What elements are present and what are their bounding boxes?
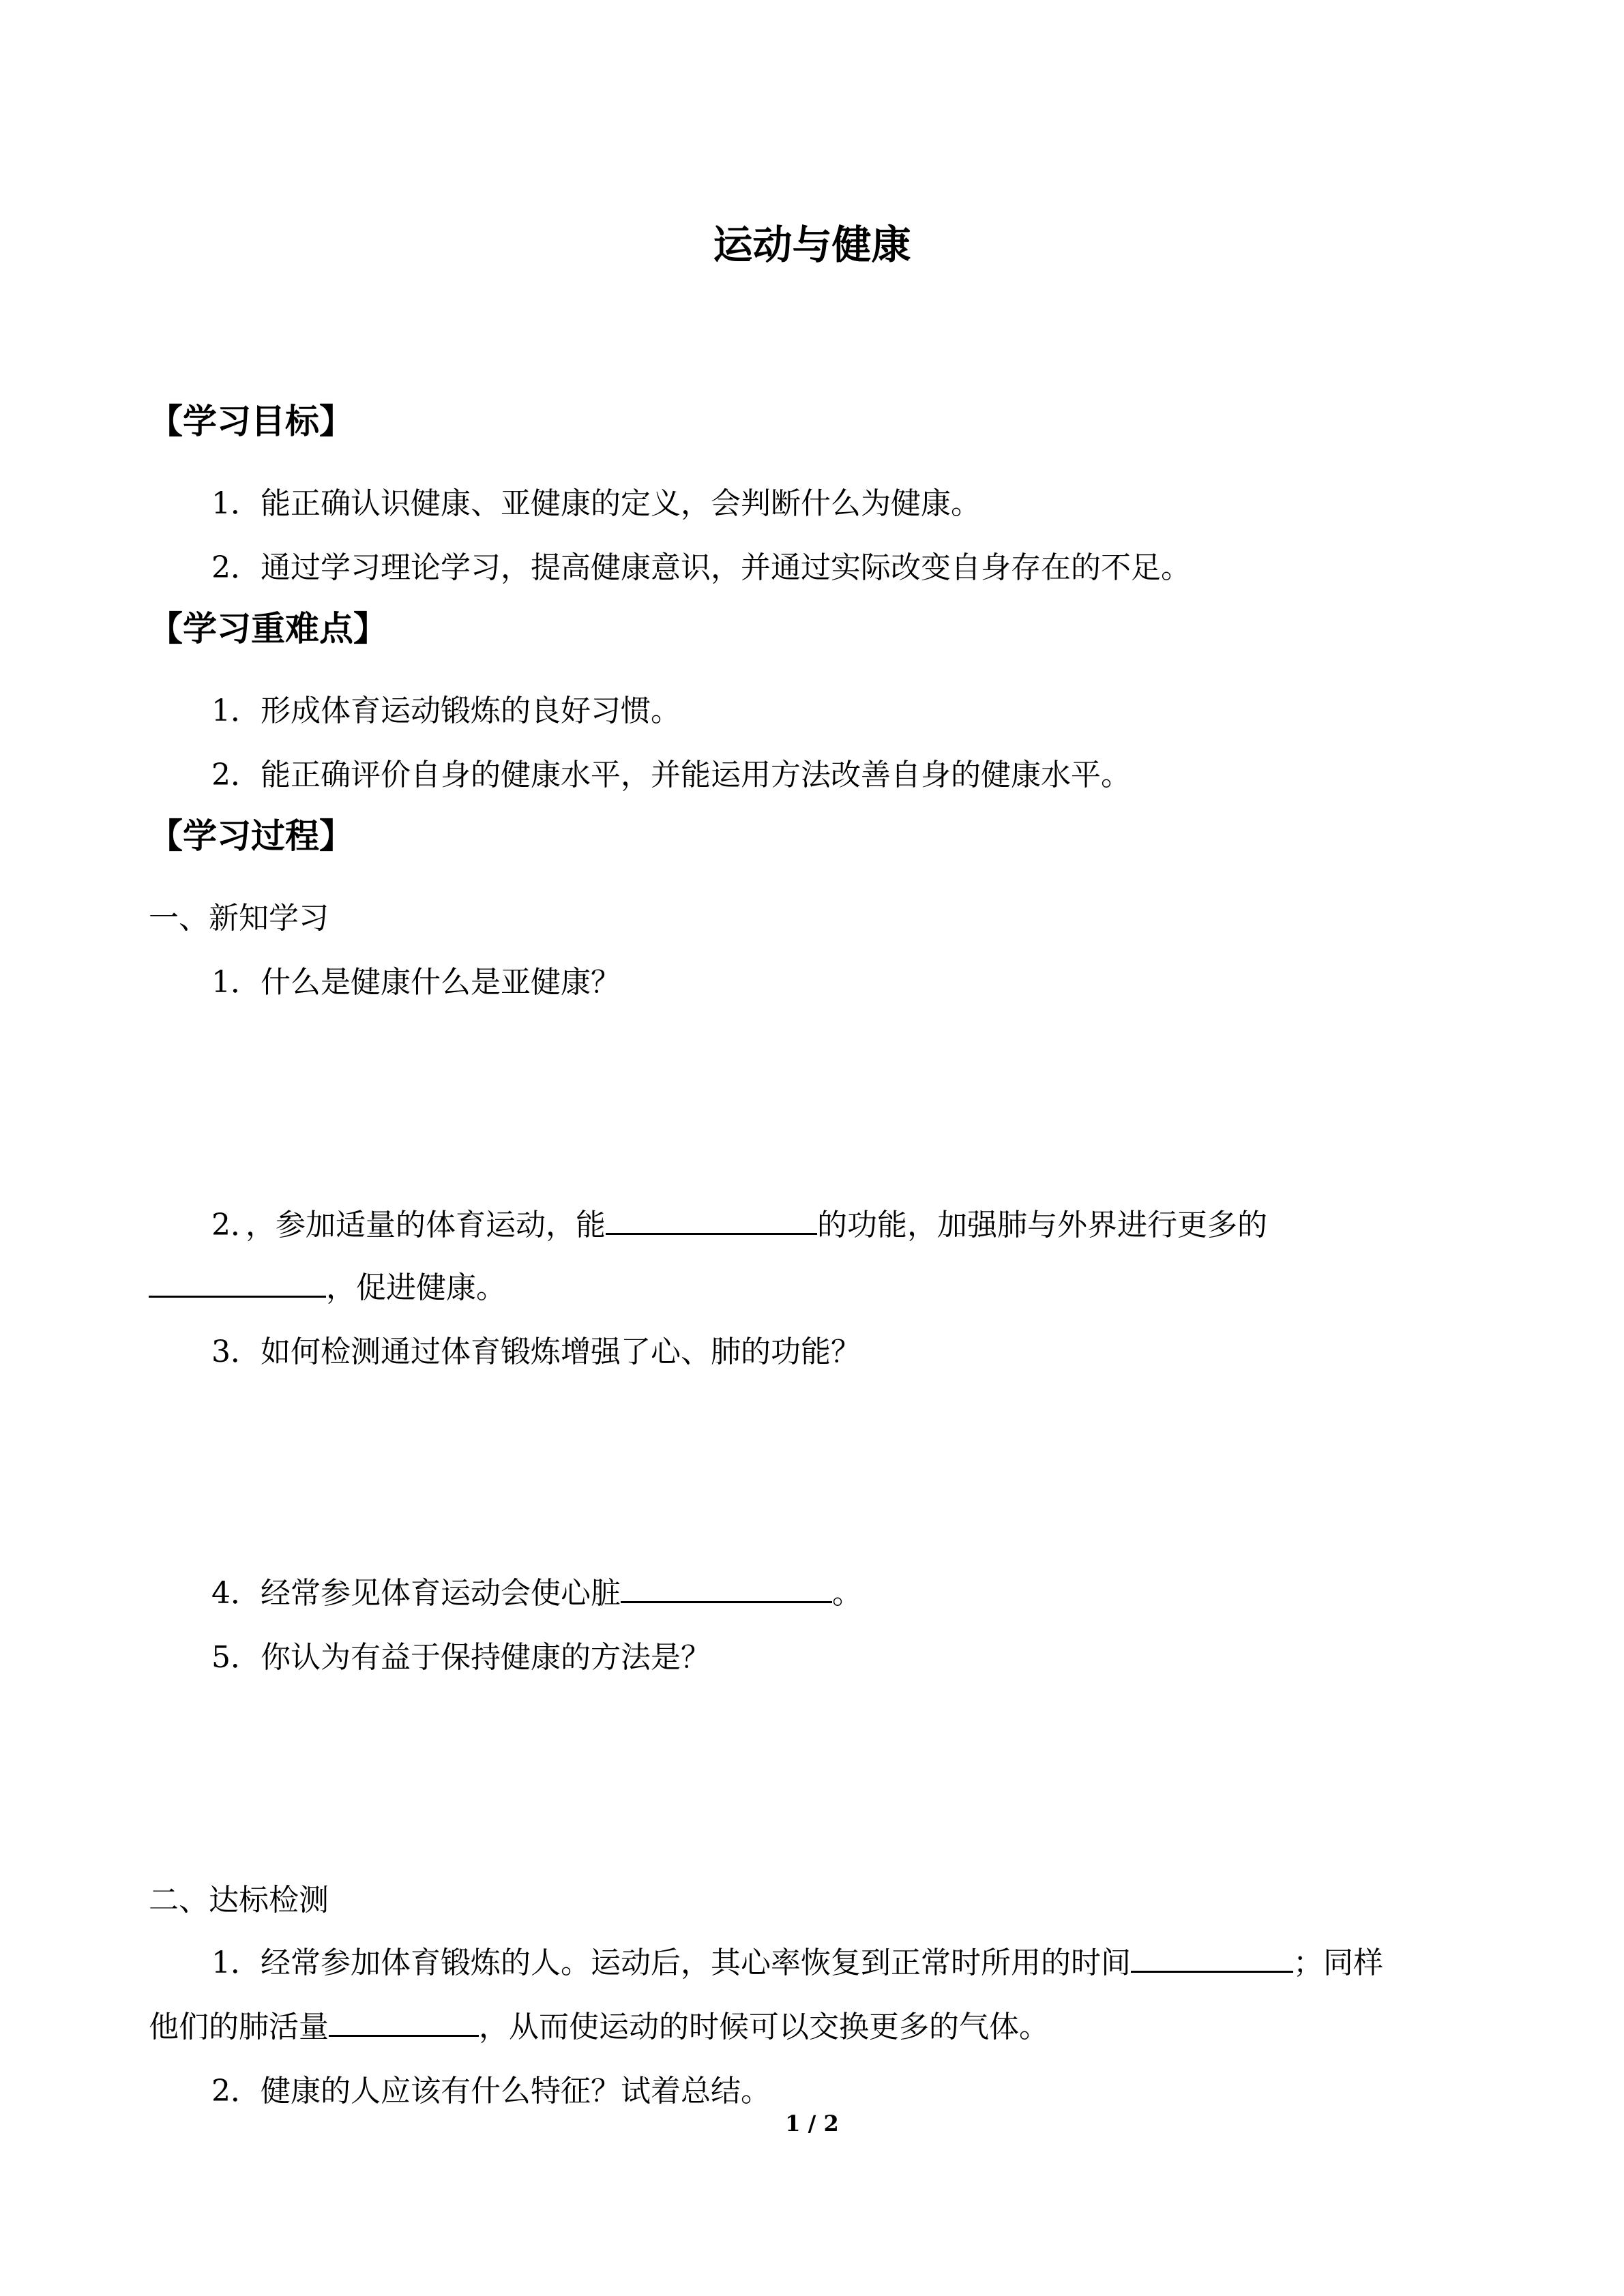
question-1: 1．什么是健康什么是亚健康？ <box>211 965 621 1000</box>
test-1-line-2 <box>149 2002 1049 2046</box>
goals-heading: 【学习目标】 <box>149 402 353 441</box>
test-2: 2．健康的人应该有什么特征？试着总结。 <box>211 2074 771 2108</box>
part2-title: 二、达标检测 <box>149 1883 329 1918</box>
goal-item-1: 1．能正确认识健康、亚健康的定义，会判断什么为健康。 <box>211 486 981 521</box>
question-2-text-a: 2．，参加适量的体育运动，能 <box>211 1208 606 1242</box>
question-5: 5．你认为有益于保持健康的方法是？ <box>211 1640 711 1675</box>
question-2-line-1 <box>211 1200 1267 1244</box>
keypoint-item-1: 1．形成体育运动锻炼的良好习惯。 <box>211 694 681 728</box>
process-heading: 【学习过程】 <box>149 816 353 856</box>
question-3: 3．如何检测通过体育锻炼增强了心、肺的功能？ <box>211 1335 861 1369</box>
test-1-text-b: ；同样 <box>1293 1945 1383 1980</box>
answer-blank-q4[interactable] <box>621 1571 832 1603</box>
goal-item-2: 2．通过学习理论学习，提高健康意识，并通过实际改变自身存在的不足。 <box>211 550 1191 585</box>
keypoints-heading: 【学习重难点】 <box>149 609 387 648</box>
test-1-text-c: 他们的肺活量 <box>149 2010 329 2044</box>
question-2-text-b: 的功能，加强肺与外界进行更多的 <box>817 1208 1267 1242</box>
keypoint-item-2: 2．能正确评价自身的健康水平，并能运用方法改善自身的健康水平。 <box>211 758 1131 792</box>
question-2-text-c: ，促进健康。 <box>326 1270 506 1305</box>
question-4 <box>211 1568 862 1612</box>
question-4-text-b: 。 <box>832 1576 862 1611</box>
test-1-text-a: 1．经常参加体育锻炼的人。运动后，其心率恢复到正常时所用的时间 <box>211 1945 1131 1980</box>
answer-blank-q2-2[interactable] <box>149 1266 326 1298</box>
question-4-text-a: 4．经常参见体育运动会使心脏 <box>211 1576 621 1611</box>
part1-title: 一、新知学习 <box>149 901 329 936</box>
page-title: 运动与健康 <box>713 222 911 268</box>
answer-blank-t1-2[interactable] <box>329 2005 479 2037</box>
question-2-line-2 <box>149 1263 506 1307</box>
answer-blank-t1-1[interactable] <box>1131 1941 1293 1973</box>
test-1-text-d: ，从而使运动的时候可以交换更多的气体。 <box>479 2010 1049 2044</box>
answer-blank-q2-1[interactable] <box>606 1203 817 1235</box>
test-1-line-1 <box>211 1938 1383 1982</box>
page-number: 1 / 2 <box>785 2111 839 2136</box>
